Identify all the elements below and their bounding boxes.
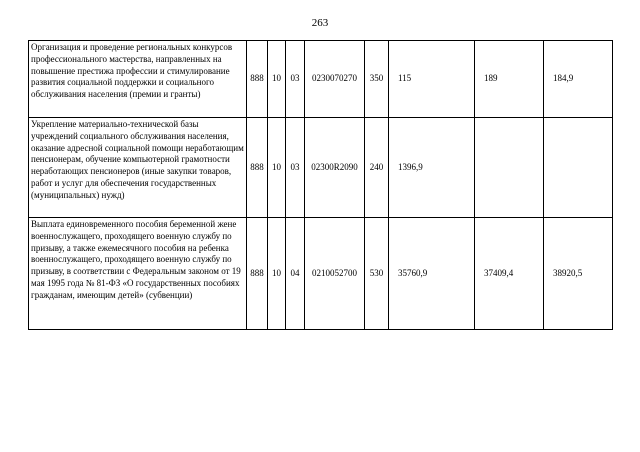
page-number: 263 <box>311 17 329 29</box>
row-description: Выплата единовременного пособия беременной жене военнослужащего, проходящего военную службу по призыву, а также ежемесячного пособия на ребенка военнослужащего, проходящего военную службу по призыву, в соответствии с Федеральным законом от 19 мая 1995 года № 81-ФЗ «О государственных пособиях гражданам, имеющим детей» (субвенции) <box>29 218 247 330</box>
table-row <box>29 118 613 218</box>
budget-table <box>28 40 613 330</box>
amount-3-cell: 184,9 <box>544 41 613 118</box>
table-row <box>29 41 613 118</box>
expense-type-cell: 530 <box>365 218 389 330</box>
amount-1-cell: 115 <box>389 41 475 118</box>
section-cell: 10 <box>268 118 286 218</box>
amount-2-cell: 37409,4 <box>475 218 544 330</box>
admin-code-cell: 888 <box>247 218 268 330</box>
target-article-cell: 0230070270 <box>305 41 365 118</box>
table-row <box>29 218 613 330</box>
amount-2-cell: 189 <box>475 41 544 118</box>
expense-type-cell: 240 <box>365 118 389 218</box>
subsection-cell: 03 <box>286 118 305 218</box>
row-description: Укрепление материально-технической базы учреждений социального обслуживания населения, оказание адресной социальной помощи неработающим пенсионерам, обучение компьютерной грамотности неработающих пенсионеров (иные закупки товаров, работ и услуг для обеспечения государственных (муниципальных) нужд) <box>29 118 247 218</box>
subsection-cell: 04 <box>286 218 305 330</box>
amount-2-cell <box>475 118 544 218</box>
admin-code-cell: 888 <box>247 118 268 218</box>
amount-3-cell <box>544 118 613 218</box>
subsection-cell: 03 <box>286 41 305 118</box>
row-description: Организация и проведение региональных конкурсов профессионального мастерства, направленных на повышение престижа профессии и стимулирование развития социальной поддержки и социального обслуживания населения (премии и гранты) <box>29 41 247 118</box>
expense-type-cell: 350 <box>365 41 389 118</box>
admin-code-cell: 888 <box>247 41 268 118</box>
amount-1-cell: 1396,9 <box>389 118 475 218</box>
section-cell: 10 <box>268 218 286 330</box>
amount-1-cell: 35760,9 <box>389 218 475 330</box>
target-article-cell: 0210052700 <box>305 218 365 330</box>
amount-3-cell: 38920,5 <box>544 218 613 330</box>
target-article-cell: 02300R2090 <box>305 118 365 218</box>
section-cell: 10 <box>268 41 286 118</box>
